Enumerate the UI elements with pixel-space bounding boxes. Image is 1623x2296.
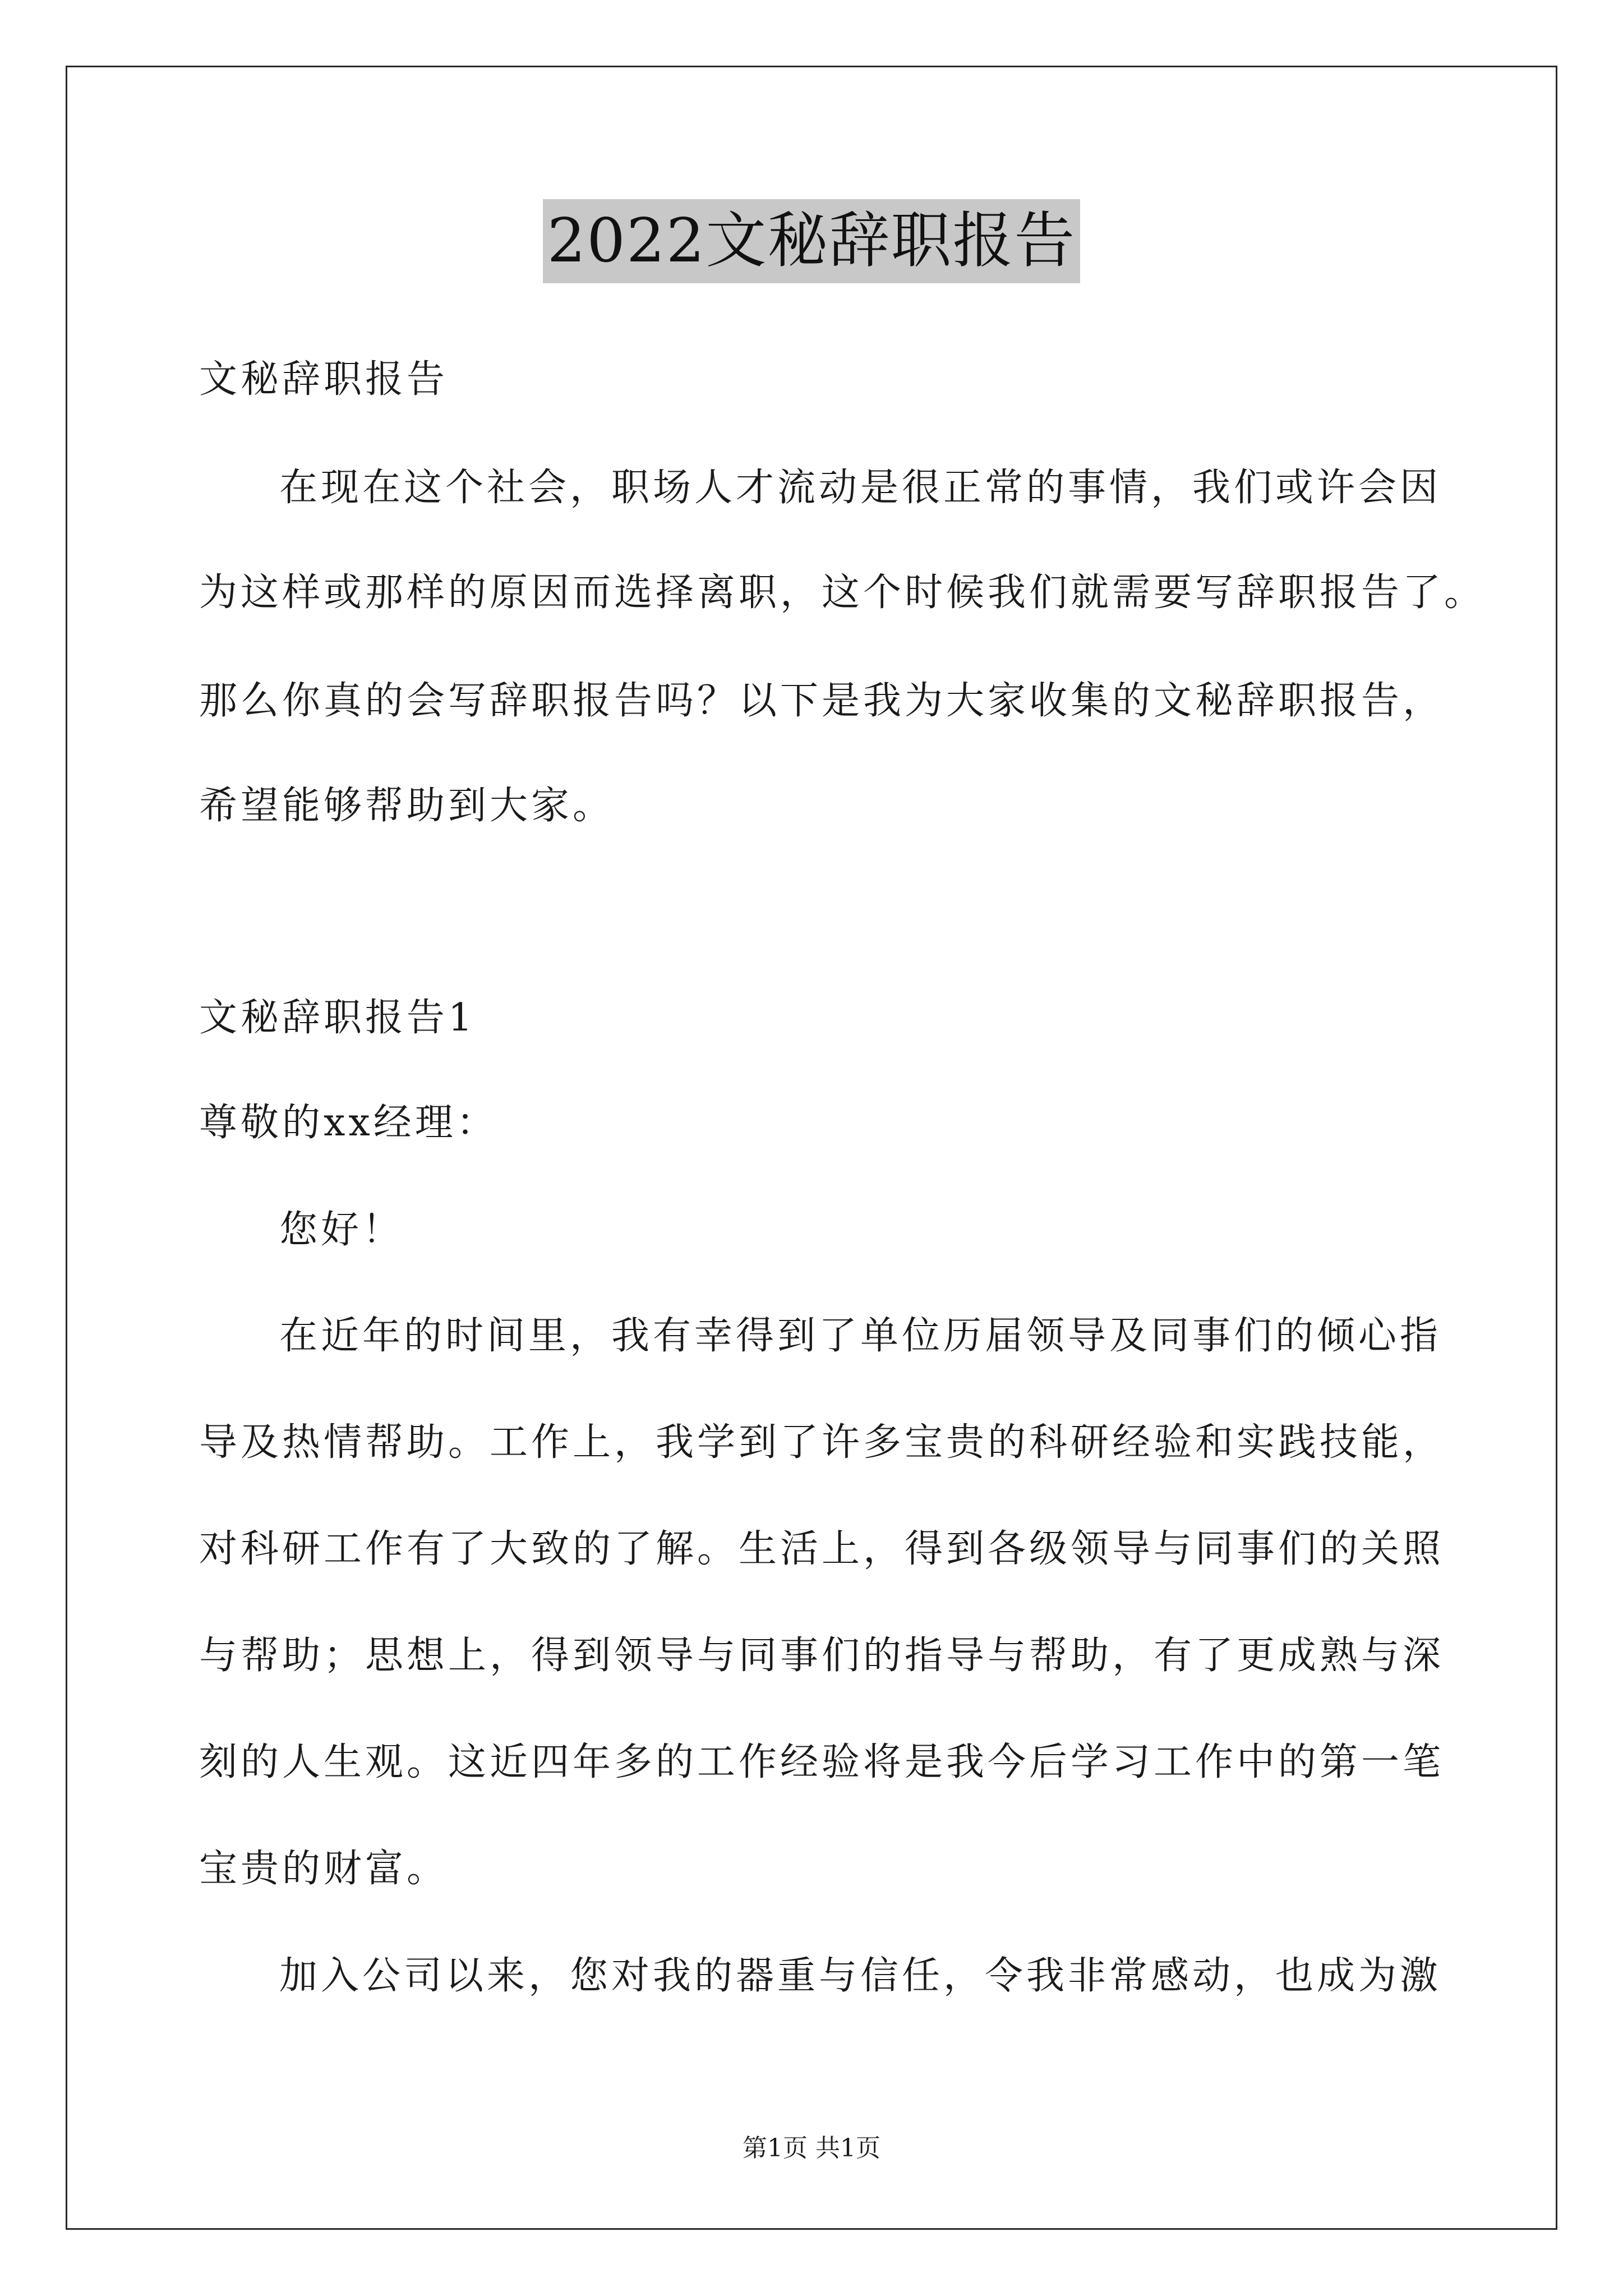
paragraph-line: 刻的人生观。这近四年多的工作经验将是我今后学习工作中的第一笔 [199,1740,1445,1784]
title-container [0,199,1623,283]
paragraph-line: 加入公司以来，您对我的器重与信任，令我非常感动，也成为激 [279,1954,1442,1998]
intro-line: 在现在这个社会，职场人才流动是很正常的事情，我们或许会因 [279,466,1442,510]
salutation: 尊敬的xx经理： [199,1101,498,1145]
section-title: 文秘辞职报告1 [199,996,476,1040]
paragraph-line: 导及热情帮助。工作上，我学到了许多宝贵的科研经验和实践技能， [199,1420,1445,1465]
paragraph-line: 在近年的时间里，我有幸得到了单位历届领导及同事们的倾心指 [279,1314,1442,1358]
paragraph-line: 与帮助；思想上，得到领导与同事们的指导与帮助，有了更成熟与深 [199,1634,1445,1678]
paragraph-line: 对科研工作有了大致的了解。生活上，得到各级领导与同事们的关照 [199,1527,1445,1571]
intro-line: 那么你真的会写辞职报告吗？以下是我为大家收集的文秘辞职报告， [199,679,1445,723]
greeting: 您好！ [279,1208,404,1252]
intro-line: 为这样或那样的原因而选择离职，这个时候我们就需要写辞职报告了。 [199,570,1486,615]
intro-line: 希望能够帮助到大家。 [199,784,615,828]
paragraph-line: 宝贵的财富。 [199,1847,449,1891]
heading: 文秘辞职报告 [199,357,449,402]
document-title: 2022文秘辞职报告 [543,199,1081,283]
page-footer: 第1页 共1页 [743,2134,880,2162]
